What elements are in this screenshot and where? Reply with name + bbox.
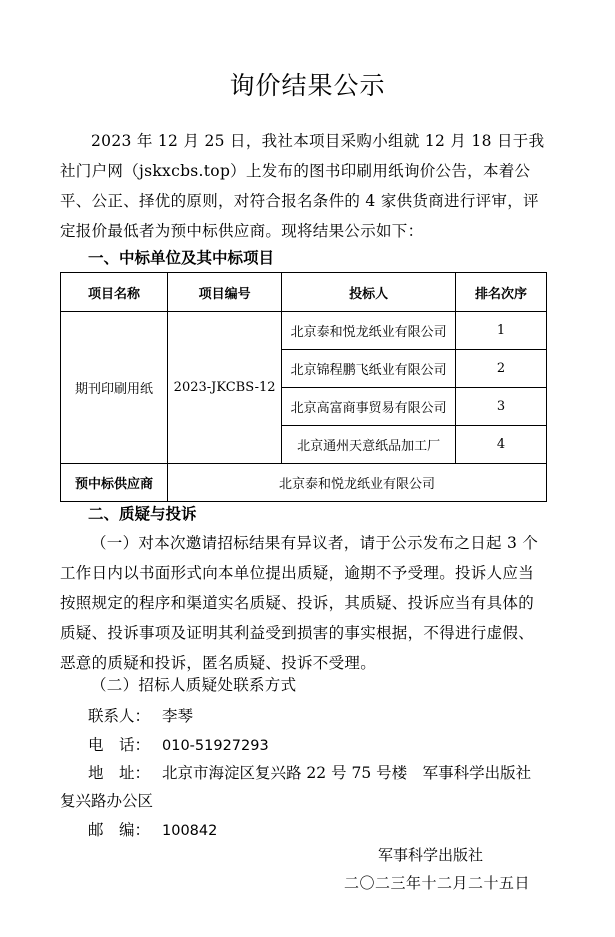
cell-bidder: 北京泰和悦龙纸业有限公司 [282,312,456,350]
cell-bidder: 北京锦程鹏飞纸业有限公司 [282,350,456,388]
header-rank: 排名次序 [455,273,546,312]
cell-rank: 3 [455,388,546,426]
signature-org: 军事科学出版社 [378,846,484,864]
page-title: 询价结果公示 [229,71,386,100]
contact-address-line-2: 复兴路办公区 [60,792,154,810]
intro-paragraph: 2023 年 12 月 25 日，我社本项目采购小组就 12 月 18 日于我社门户网（jskxcbs.top）上发布的图书印刷用纸询价公告，本着公平、公正、择优的原则，对符合报名条件的 4 家供货商进行评审，评定报价最低者为预中标供应商。现将结果公示如下： [60,132,545,240]
table-header-row [61,273,547,312]
header-project-name: 项目名称 [61,273,168,312]
cell-rank: 2 [455,350,546,388]
contact-phone-label: 电 话： [88,736,151,754]
award-table [60,272,547,502]
header-project-code: 项目编号 [167,273,281,312]
contact-heading: （二）招标人质疑处联系方式 [91,676,297,694]
cell-winner: 北京泰和悦龙纸业有限公司 [167,464,546,502]
contact-postcode-label: 邮 编： [88,821,151,839]
cell-bidder: 北京通州天意纸品加工厂 [282,426,456,464]
cell-winner-label: 预中标供应商 [61,464,168,502]
contact-person-value: 李琴 [162,707,194,725]
contact-postcode-line [88,818,217,840]
table-row [61,312,547,350]
contact-person-line [88,704,193,726]
contact-postcode-value: 100842 [162,823,218,839]
contact-person-label: 联系人： [88,707,151,725]
contact-phone-value: 010-51927293 [162,738,269,754]
contact-address-line [88,761,558,783]
cell-bidder: 北京高富商事贸易有限公司 [282,388,456,426]
table-row-winner [61,464,547,502]
cell-project-name: 期刊印刷用纸 [61,312,168,464]
contact-phone-line [88,733,269,755]
header-bidder: 投标人 [282,273,456,312]
cell-rank: 4 [455,426,546,464]
contact-address-value: 北京市海淀区复兴路 22 号 75 号楼 军事科学出版社 [162,764,532,782]
contact-address-label: 地 址： [88,764,151,782]
cell-rank: 1 [455,312,546,350]
section-heading-complaints: 二、质疑与投诉 [88,505,197,523]
signature-date: 二〇二三年十二月二十五日 [344,874,531,892]
cell-project-code: 2023-JKCBS-12 [167,312,281,464]
complaint-paragraph: （一）对本次邀请招标结果有异议者，请于公示发布之日起 3 个工作日内以书面形式向本单位提出质疑，逾期不予受理。投诉人应当按照规定的程序和渠道实名质疑、投诉，其质疑、投诉应当有具体的质疑、投诉事项及证明其利益受到损害的事实根据，不得进行虚假、恶意的质疑和投诉，匿名质疑、投诉不受理。 [60,534,539,672]
section-heading-award: 一、中标单位及其中标项目 [88,249,275,267]
